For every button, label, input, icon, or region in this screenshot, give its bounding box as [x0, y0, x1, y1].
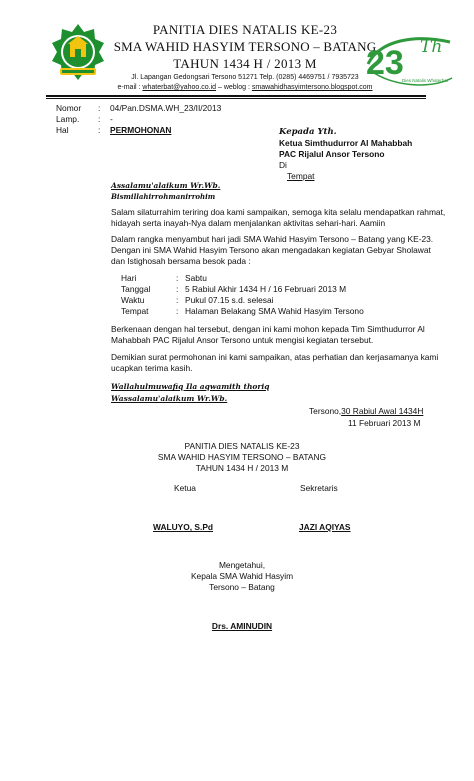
contact-prefix: e-mail : [117, 84, 143, 91]
detail-colon-tempat: : [176, 306, 179, 316]
signature-org-1: PANITIA DIES NATALIS KE-23 [184, 441, 300, 451]
kepala-name: Drs. AMINUDIN [211, 621, 273, 631]
anniversary-logo [360, 28, 460, 98]
letterhead-contact [100, 84, 390, 91]
detail-value-tanggal: 5 Rabiul Akhir 1434 H / 16 Februari 2013 M [185, 284, 347, 294]
kepala-place: Tersono – Batang [209, 582, 275, 592]
para2-line1: Dalam rangka menyambut hari jadi SMA Wahid Hasyim Tersono – Batang yang KE-23. [111, 234, 434, 244]
para3-line1: Berkenaan dengan hal tersebut, dengan ini kami mohon kepada Tim Simthudurror Al [111, 324, 425, 334]
recipient-line-1: Ketua Simthudurror Al Mahabbah [279, 138, 413, 148]
detail-label-tempat: Tempat [121, 306, 149, 316]
header-rule-thin [46, 98, 426, 99]
nomor-label: Nomor [56, 103, 82, 113]
para1-line2: hidayah serta inayah-Nya dalam menjalankan aktivitas sehari-hari. Aamiin [111, 218, 386, 228]
lamp-value: - [110, 114, 113, 124]
weblog-link[interactable]: smawahidhasyimtersono.blogspot.com [251, 84, 373, 91]
detail-colon-tanggal: : [176, 284, 179, 294]
sekretaris-label: Sekretaris [300, 483, 338, 493]
ketua-label: Ketua [174, 483, 196, 493]
para2-line2: Dengan ini SMA Wahid Hasyim Tersono akan mengadakan kegiatan Gebyar Sholawat [111, 245, 431, 255]
kepala-title: Kepala SMA Wahid Hasyim [190, 571, 294, 581]
anniversary-number: 23 [366, 44, 404, 82]
signature-org-3: TAHUN 1434 H / 2013 M [195, 463, 289, 473]
recipient-di: Di [279, 160, 287, 170]
para2-line3: dan Istighosah bersama besok pada : [111, 256, 251, 266]
header-rule-thick [46, 95, 426, 97]
email-link[interactable]: whaterbat@yahoo.co.id [142, 84, 217, 91]
date-place: Tersono, [309, 406, 342, 416]
wassalamu-closing: Wassalamu'alaikum Wr.Wb. [111, 394, 228, 403]
para4-line2: ucapkan terima kasih. [111, 363, 193, 373]
anniversary-suffix: Th [420, 37, 443, 57]
detail-label-tanggal: Tanggal [121, 284, 151, 294]
detail-value-hari: Sabtu [185, 273, 207, 283]
detail-label-waktu: Waktu [121, 295, 145, 305]
lamp-label: Lamp. [56, 114, 80, 124]
detail-value-waktu: Pukul 07.15 s.d. selesai [185, 295, 274, 305]
anniversary-caption: Dies Natalis Whaterbat [402, 78, 449, 83]
nomor-value: 04/Pan.DSMA.WH_23/II/2013 [110, 103, 222, 113]
sekretaris-name: JAZI AQIYAS [299, 522, 351, 532]
date-hijri: 30 Rabiul Awal 1434H [341, 406, 424, 416]
nomor-colon: : [98, 103, 101, 113]
lamp-colon: : [98, 114, 101, 124]
signature-org-2: SMA WAHID HASYIM TERSONO – BATANG [157, 452, 327, 462]
para1-line1: Salam silaturrahim teriring doa kami sampaikan, semoga kita selalu mendapatkan rahmat, [111, 207, 446, 217]
para3-line2: Mahabbah PAC Rijalul Ansor Tersono untuk mengisi kegiatan tersebut. [111, 335, 374, 345]
para4-line1: Demikian surat permohonan ini kami sampaikan, atas perhatian dan kerjasamanya kami [111, 352, 439, 362]
bismillah: Bismillahirrohmanirrohim [111, 192, 216, 201]
salam-greeting: Assalamu'alaikum Wr.Wb. [111, 181, 221, 190]
recipient-tempat: Tempat [287, 171, 315, 181]
hal-label: Hal [56, 125, 69, 135]
date-line [309, 406, 423, 417]
ketua-name: WALUYO, S.Pd [153, 522, 214, 532]
letterhead-title-3: TAHUN 1434 H / 2013 M [173, 56, 317, 71]
letterhead-title-2: SMA WAHID HASYIM TERSONO – BATANG [113, 39, 377, 54]
wallahul-closing: Wallahulmuwafiq Ila aqwamith thoriq [111, 382, 270, 391]
recipient-line-2: PAC Rijalul Ansor Tersono [279, 149, 385, 159]
detail-colon-hari: : [176, 273, 179, 283]
detail-colon-waktu: : [176, 295, 179, 305]
hal-value: PERMOHONAN [110, 125, 172, 135]
letterhead-address: Jl. Lapangan Gedongsari Tersono 51271 Telp. (0285) 4469751 / 7935723 [131, 74, 359, 81]
mengetahui-label: Mengetahui, [218, 560, 266, 570]
date-masehi: 11 Februari 2013 M [348, 418, 421, 428]
hal-colon: : [98, 125, 101, 135]
contact-mid: – weblog : [216, 84, 252, 91]
recipient-kepada: Kepada Yth. [279, 127, 337, 137]
detail-label-hari: Hari [121, 273, 137, 283]
detail-value-tempat: Halaman Belakang SMA Wahid Hasyim Tersono [185, 306, 364, 316]
letterhead-title-1: PANITIA DIES NATALIS KE-23 [152, 22, 338, 37]
